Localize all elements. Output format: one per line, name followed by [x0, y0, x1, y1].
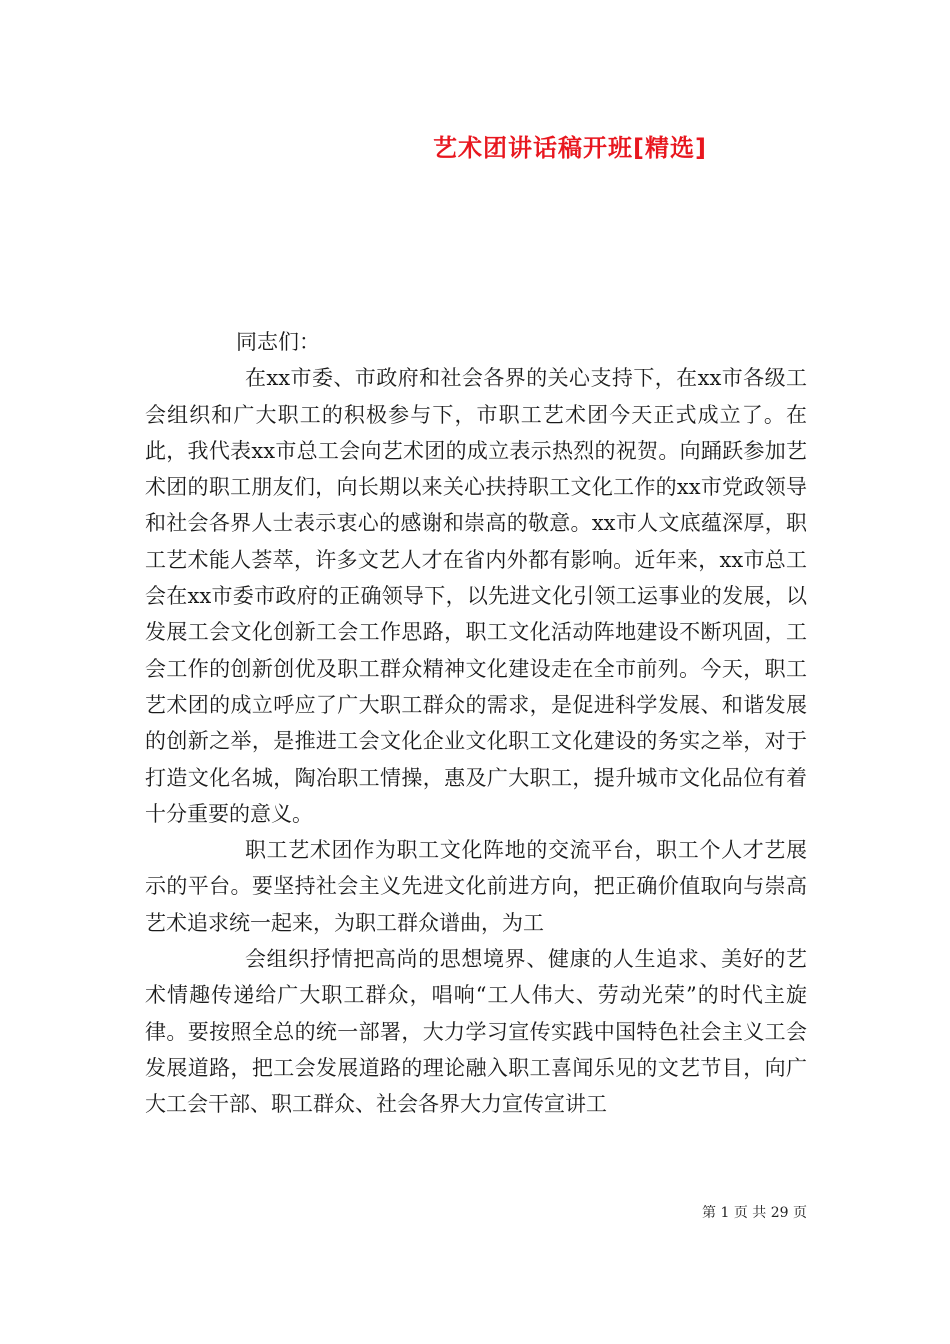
- page-number-footer: 第 1 页 共 29 页: [702, 1205, 807, 1221]
- document-title: 艺术团讲话稿开班[精选]: [433, 134, 707, 162]
- paragraph-3: 会组织抒情把高尚的思想境界、健康的人生追求、美好的艺术情趣传递给广大职工群众，唱响“工人伟大、劳动光荣”的时代主旋律。要按照全总的统一部署，大力学习宣传实践中国特色社会主义工会发展道路，把工会发展道路的理论融入职工喜闻乐见的文艺节目，向广大工会干部、职工群众、社会各界大力宣传宣讲工: [145, 947, 807, 1117]
- salutation: 同志们：: [236, 330, 320, 354]
- paragraph-1: 在xx市委、市政府和社会各界的关心支持下，在xx市各级工会组织和广大职工的积极参与下，市职工艺术团今天正式成立了。在此，我代表xx市总工会向艺术团的成立表示热烈的祝贺。向踊跃参加艺术团的职工朋友们，向长期以来关心扶持职工文化工作的xx市党政领导和社会各界人士表示衷心的感谢和崇高的敬意。xx市人文底蕴深厚，职工艺术能人荟萃，许多文艺人才在省内外都有影响。近年来，xx市总工会在xx市委市政府的正确领导下，以先进文化引领工运事业的发展，以发展工会文化创新工会工作思路，职工文化活动阵地建设不断巩固，工会工作的创新创优及职工群众精神文化建设走在全市前列。今天，职工艺术团的成立呼应了广大职工群众的需求，是促进科学发展、和谐发展的创新之举，是推进工会文化企业文化职工文化建设的务实之举，对于打造文化名城，陶冶职工情操，惠及广大职工，提升城市文化品位有着十分重要的意义。: [145, 366, 807, 826]
- document-body: [145, 324, 807, 1123]
- paragraph-2: 职工艺术团作为职工文化阵地的交流平台，职工个人才艺展示的平台。要坚持社会主义先进文化前进方向，把正确价值取向与崇高艺术追求统一起来，为职工群众谱曲，为工: [145, 838, 807, 935]
